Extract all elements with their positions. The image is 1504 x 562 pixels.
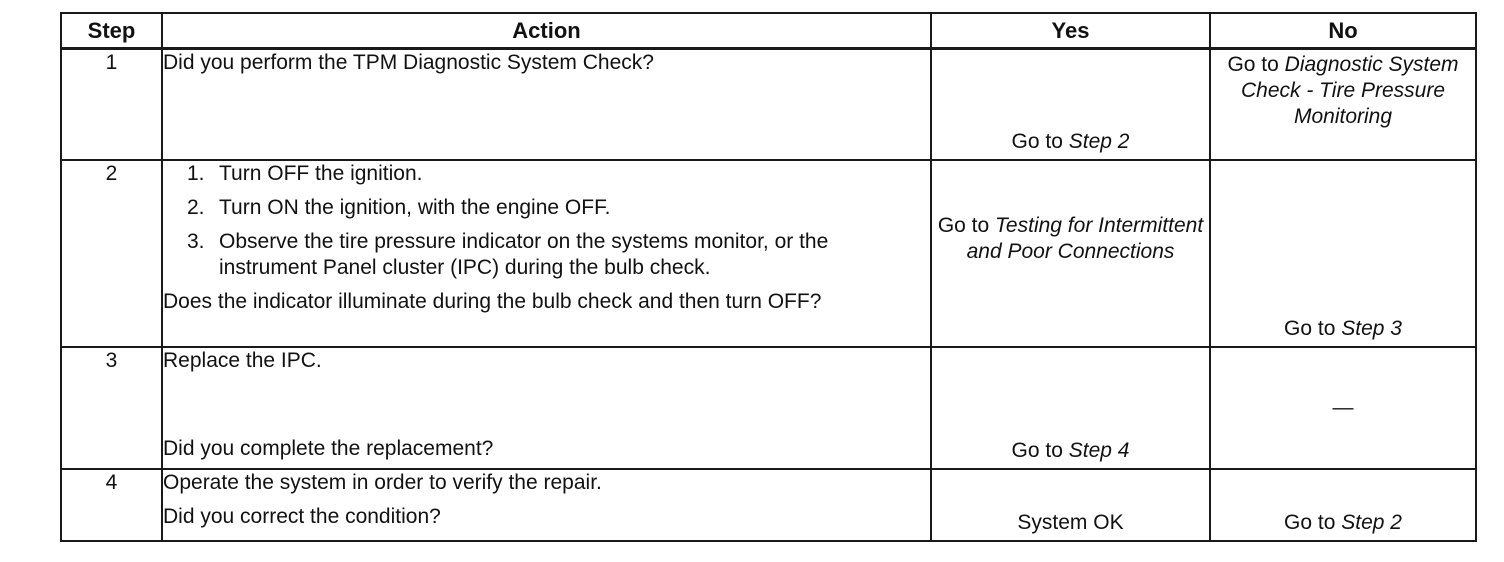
item-text: Turn ON the ignition, with the engine OFF.	[219, 196, 611, 219]
item-number: 1.	[187, 162, 205, 185]
table-row	[61, 469, 1476, 541]
table-row	[61, 160, 1476, 347]
action-text: Replace the IPC.	[163, 349, 322, 372]
yes-prefix: Go to	[1011, 439, 1063, 462]
yes-result: System OK	[1017, 511, 1124, 534]
action-cell	[162, 347, 931, 469]
header-no: No	[1210, 13, 1476, 49]
yes-link[interactable]: Step 4	[1068, 439, 1130, 462]
question-text: Does the indicator illuminate during the bulb check and then turn OFF?	[163, 290, 822, 313]
yes-cell	[931, 347, 1210, 469]
step-number: 2	[61, 160, 162, 347]
action-cell	[162, 160, 931, 347]
header-yes: Yes	[931, 13, 1210, 49]
action-text: Operate the system in order to verify the repair.	[163, 471, 602, 494]
step-number: 4	[61, 469, 162, 541]
header-action: Action	[162, 13, 931, 49]
yes-link[interactable]: Step 2	[1068, 130, 1130, 153]
no-link[interactable]: Step 2	[1341, 511, 1402, 534]
no-cell	[1210, 347, 1476, 469]
header-row	[61, 13, 1476, 49]
yes-prefix: Go to	[1011, 130, 1063, 153]
action-list	[163, 161, 930, 281]
action-text: Did you perform the TPM Diagnostic System Check?	[163, 51, 654, 74]
table-row	[61, 347, 1476, 469]
yes-prefix: Go to	[937, 214, 990, 237]
diagnostic-table	[60, 12, 1477, 542]
yes-cell	[931, 160, 1210, 347]
yes-cell	[931, 49, 1210, 161]
action-cell	[162, 49, 931, 161]
item-number: 2.	[187, 196, 205, 219]
yes-link[interactable]: Testing for Intermittent and Poor Connections	[966, 214, 1204, 263]
question-text: Did you complete the replacement?	[163, 437, 494, 460]
list-item	[187, 161, 930, 187]
item-text: Observe the tire pressure indicator on the systems monitor, or the instrument Panel cluster (IPC) during the bulb check.	[219, 230, 829, 279]
no-prefix: Go to	[1284, 511, 1336, 534]
no-cell	[1210, 160, 1476, 347]
item-number: 3.	[187, 230, 205, 253]
step-number: 1	[61, 49, 162, 161]
table-row	[61, 49, 1476, 161]
no-prefix: Go to	[1284, 317, 1336, 340]
action-cell	[162, 469, 931, 541]
no-link[interactable]: Diagnostic System Check - Tire Pressure Monitoring	[1240, 53, 1459, 128]
no-cell	[1210, 469, 1476, 541]
list-item	[187, 229, 930, 281]
step-number: 3	[61, 347, 162, 469]
no-dash: —	[1332, 396, 1354, 419]
list-item	[187, 195, 930, 221]
header-step: Step	[61, 13, 162, 49]
no-cell	[1210, 49, 1476, 161]
item-text: Turn OFF the ignition.	[219, 162, 423, 185]
question-text: Did you correct the condition?	[163, 505, 441, 528]
yes-cell	[931, 469, 1210, 541]
no-link[interactable]: Step 3	[1341, 317, 1402, 340]
no-prefix: Go to	[1227, 53, 1279, 76]
